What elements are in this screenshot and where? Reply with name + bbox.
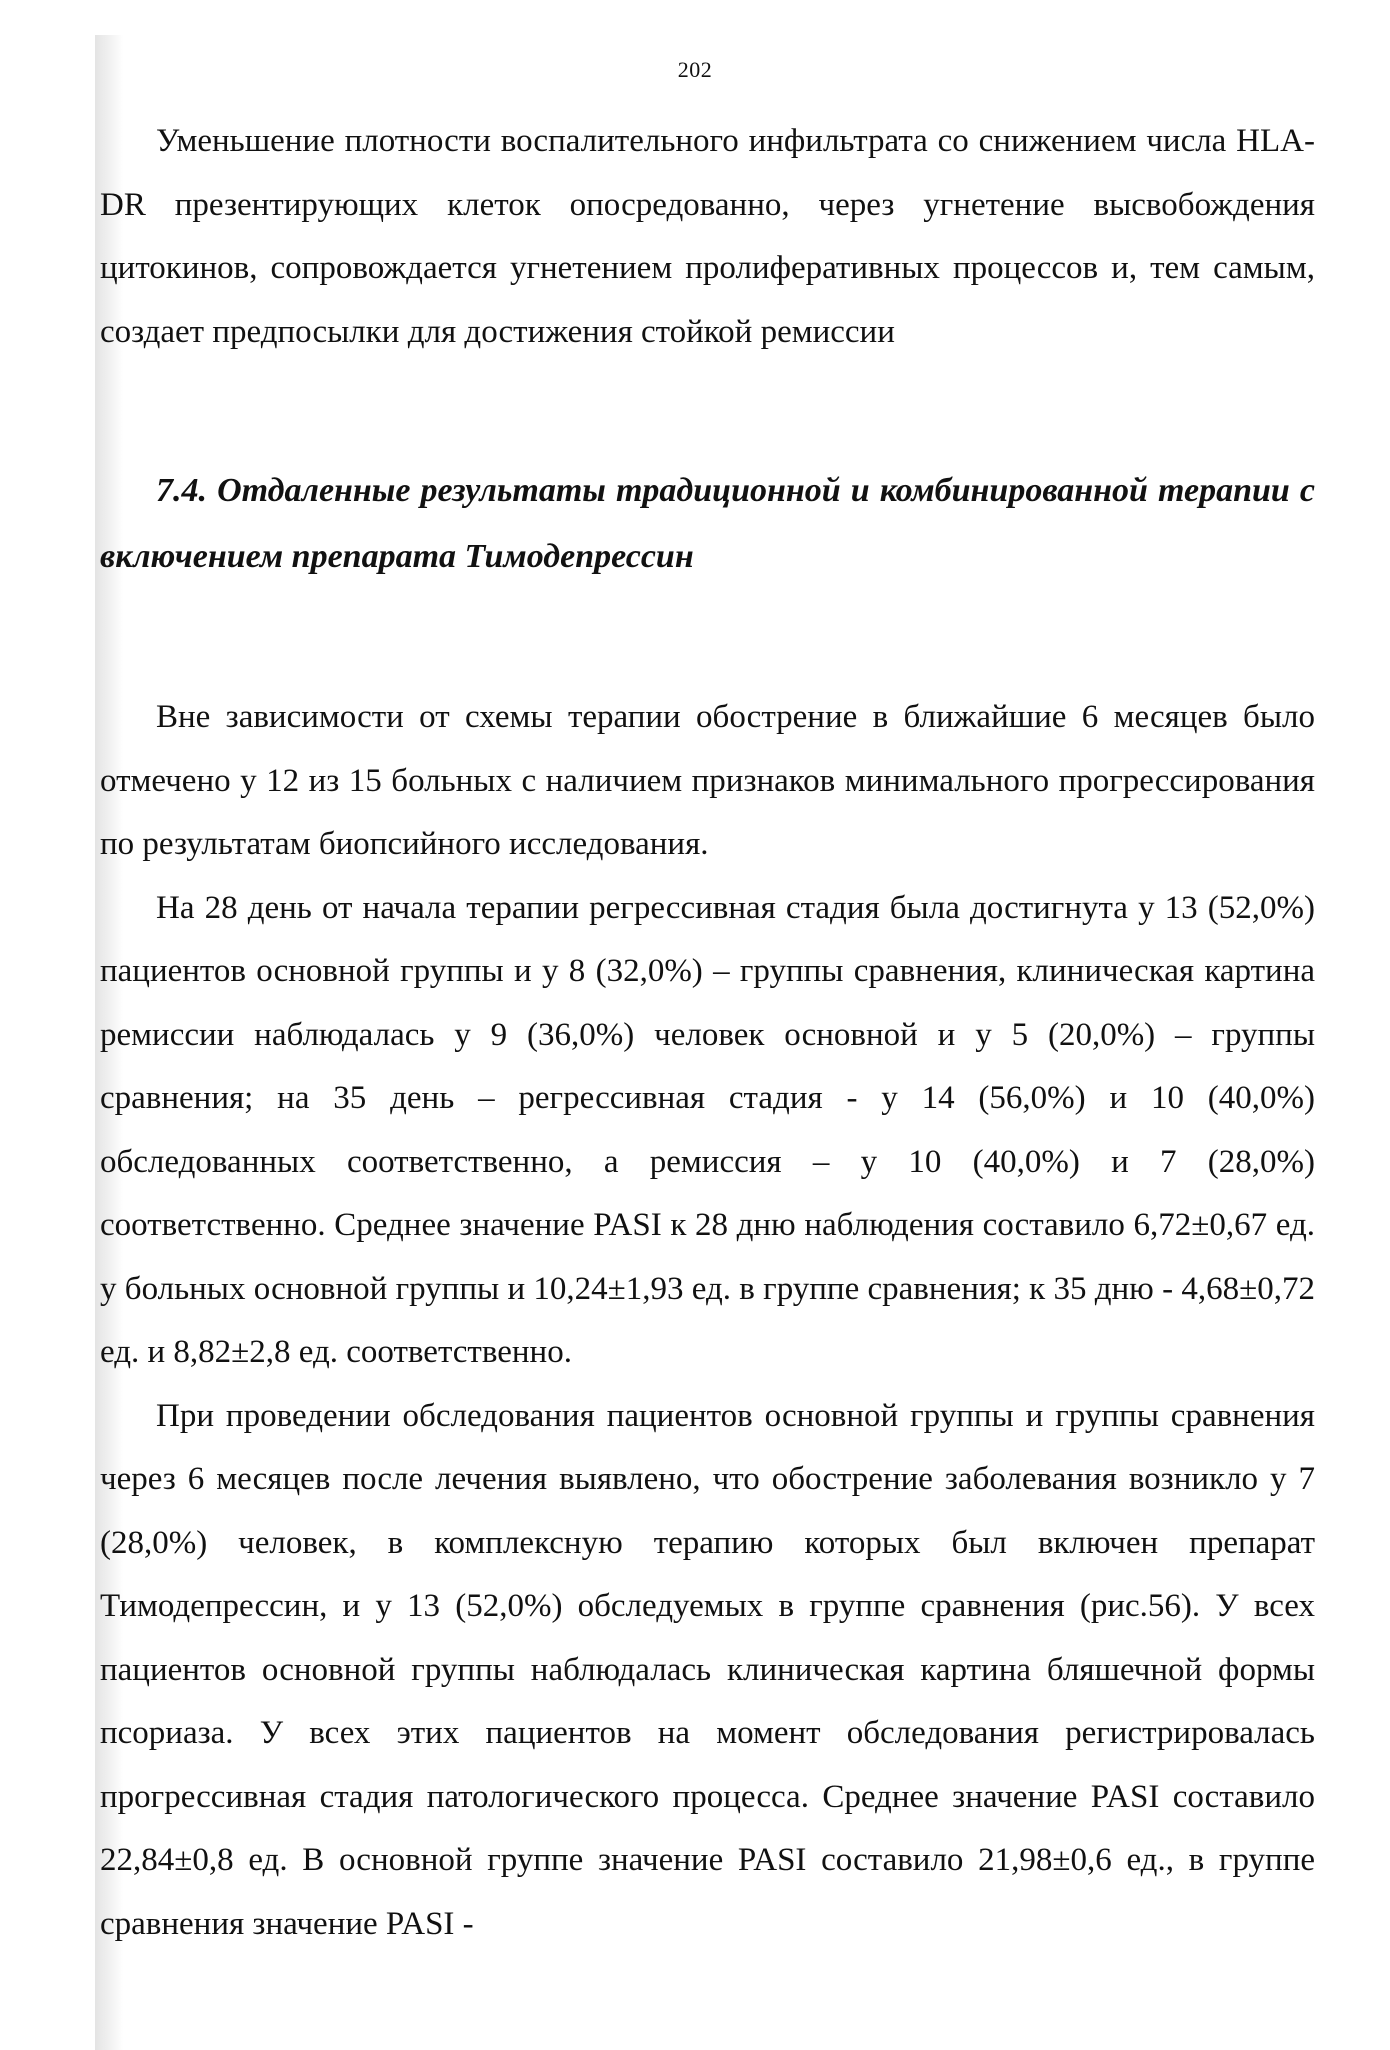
paragraph: При проведении обследования пациентов основной группы и группы сравнения через 6 месяцев после лечения выявлено, что обострение заболевания возникло у 7 (28,0%) человек, в комплексную терапию которых был включен препарат Тимодепрессин, и у 13 (52,0%) обследуемых в группе сравнения (рис.56). У всех пациентов основной группы наблюдалась клиническая картина бляшечной формы псориаза. У всех этих пациентов на момент обследования регистрировалась прогрессивная стадия патологического процесса. Среднее значение PASI составило 22,84±0,8 ед. В основной группе значение PASI составило 21,98±0,6 ед., в группе сравнения значение PASI - [100,1397,1315,1942]
section-heading: 7.4. Отдаленные результаты традиционной и комбинированной терапии с включением препарата Тимодепрессин [100,472,1315,575]
page-number: 202 [677,57,713,82]
paragraph: Вне зависимости от схемы терапии обострение в ближайшие 6 месяцев было отмечено у 12 из 15 больных с наличием признаков минимального прогрессирования по результатам биопсийного исследования. [100,699,1315,862]
paragraph: На 28 день от начала терапии регрессивная стадия была достигнута у 13 (52,0%) пациентов основной группы и у 8 (32,0%) – группы сравнения, клиническая картина ремиссии наблюдалась у 9 (36,0%) человек основной и у 5 (20,0%) – группы сравнения; на 35 день – регрессивная стадия - у 14 (56,0%) и 10 (40,0%) обследованных соответственно, а ремиссия – у 10 (40,0%) и 7 (28,0%) соответственно. Среднее значение PASI к 28 дню наблюдения составило 6,72±0,67 ед. у больных основной группы и 10,24±1,93 ед. в группе сравнения; к 35 дню - 4,68±0,72 ед. и 8,82±2,8 ед. соответственно. [100,889,1315,1370]
paragraph: Уменьшение плотности воспалительного инфильтрата со снижением числа HLA-DR презентирующих клеток опосредованно, через угнетение высвобождения цитокинов, сопровождается угнетением пролиферативных процессов и, тем самым, создает предпосылки для достижения стойкой ремиссии [100,123,1315,350]
page-body [100,110,1315,1956]
